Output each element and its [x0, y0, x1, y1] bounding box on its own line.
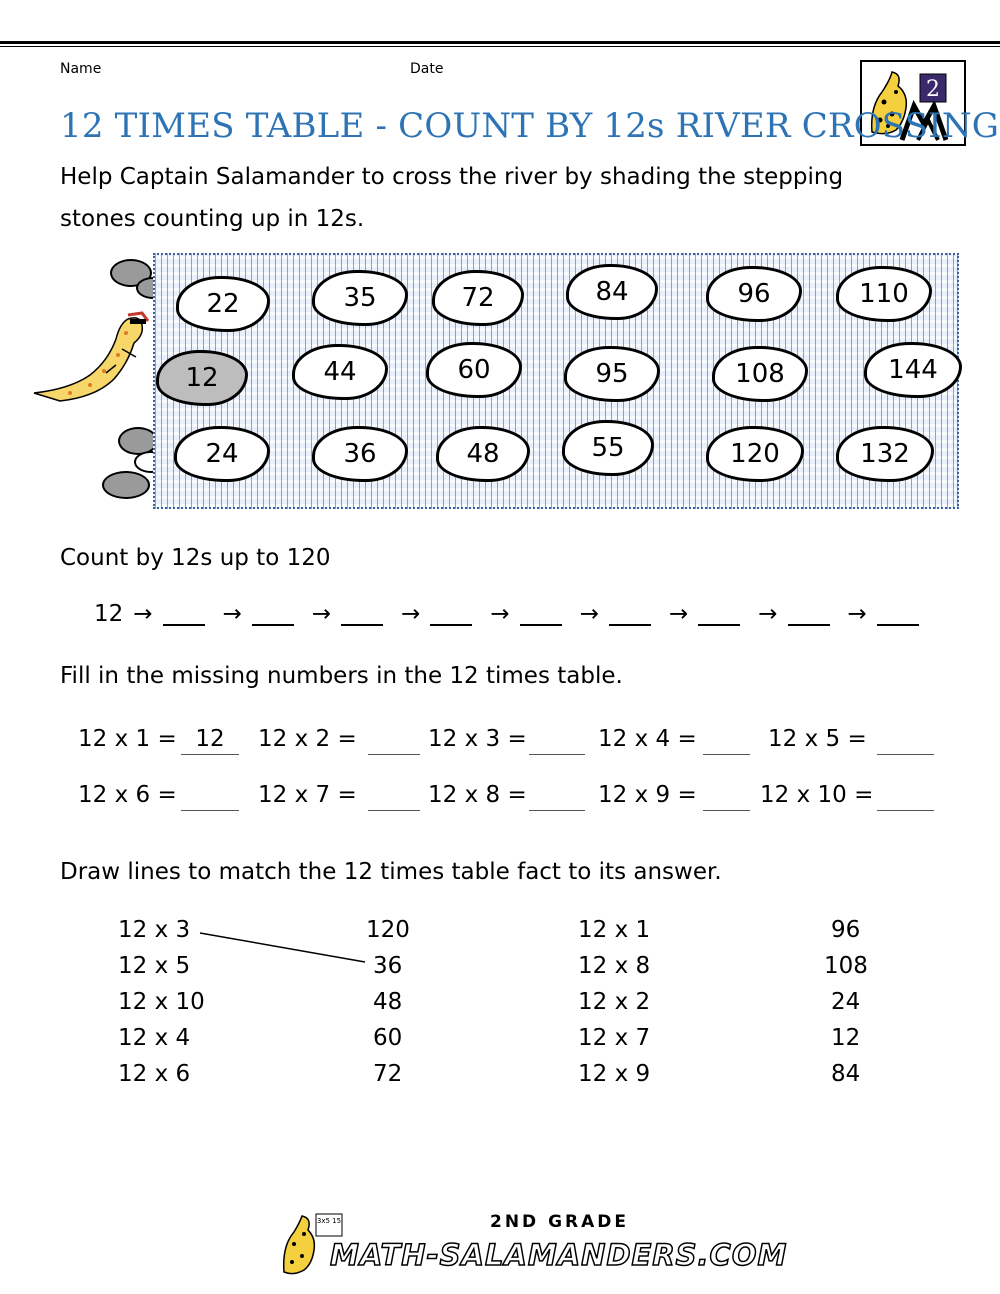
match-answer[interactable]: 84 [831, 1061, 861, 1087]
match-fact[interactable]: 12 x 5 [118, 953, 191, 979]
times-fact: 12 x 8 = [428, 782, 527, 808]
stepping-stone[interactable]: 44 [292, 344, 388, 400]
name-label: Name [60, 61, 102, 77]
match-answer[interactable]: 48 [373, 989, 403, 1015]
match-answer[interactable]: 120 [366, 917, 410, 943]
stepping-stone[interactable]: 96 [706, 266, 802, 322]
match-fact[interactable]: 12 x 10 [118, 989, 205, 1015]
stepping-stone[interactable]: 35 [312, 270, 408, 326]
page-title: 12 TIMES TABLE - COUNT BY 12s RIVER CROSSING [60, 106, 1000, 146]
stepping-stone[interactable]: 110 [836, 266, 932, 322]
match-answer[interactable]: 24 [831, 989, 861, 1015]
stepping-stone[interactable]: 120 [706, 426, 804, 482]
times-fact: 12 x 7 = [258, 782, 357, 808]
intro-text: Help Captain Salamander to cross the river by shading the stepping stones counting up in 12s. [60, 164, 844, 232]
stepping-stone[interactable]: 84 [566, 264, 658, 320]
stepping-stone[interactable]: 95 [564, 346, 660, 402]
match-answer[interactable]: 72 [373, 1061, 403, 1087]
arrow-icon: → [579, 601, 599, 627]
logo-grade-number: 2 [926, 77, 940, 102]
match-answer[interactable]: 36 [373, 953, 403, 979]
arrow-icon: → [758, 601, 778, 627]
times-fact: 12 x 4 = [598, 726, 697, 752]
matching-heading: Draw lines to match the 12 times table fact to its answer. [60, 859, 722, 885]
date-label: Date [410, 61, 444, 77]
arrow-icon: → [490, 601, 510, 627]
stepping-stone[interactable]: 60 [426, 342, 522, 398]
times-fact: 12 x 9 = [598, 782, 697, 808]
stepping-stone[interactable]: 132 [836, 426, 934, 482]
match-fact[interactable]: 12 x 4 [118, 1025, 191, 1051]
match-fact[interactable]: 12 x 9 [578, 1061, 651, 1087]
match-fact[interactable]: 12 x 3 [118, 917, 191, 943]
arrow-icon: → [222, 601, 242, 627]
match-fact[interactable]: 12 x 6 [118, 1061, 191, 1087]
times-fact: 12 x 5 = [768, 726, 867, 752]
times-fact: 12 x 2 = [258, 726, 357, 752]
match-answer[interactable]: 108 [824, 953, 868, 979]
sequence-start: 12 [94, 601, 124, 627]
arrow-icon: → [133, 601, 153, 627]
footer-site-name: MATH-SALAMANDERS.COM [330, 1238, 788, 1272]
stepping-stone[interactable]: 72 [432, 270, 524, 326]
arrow-icon: → [847, 601, 867, 627]
stepping-stone[interactable]: 24 [174, 426, 270, 482]
footer-logo [278, 1208, 788, 1278]
match-answer[interactable]: 96 [831, 917, 861, 943]
arrow-icon: → [401, 601, 421, 627]
match-fact[interactable]: 12 x 1 [578, 917, 651, 943]
match-fact[interactable]: 12 x 2 [578, 989, 651, 1015]
fill-table-heading: Fill in the missing numbers in the 12 times table. [60, 663, 623, 689]
match-fact[interactable]: 12 x 7 [578, 1025, 651, 1051]
stepping-stone[interactable]: 22 [176, 276, 270, 332]
board-text: 3x5 15 [316, 1217, 342, 1225]
stepping-stone[interactable]: 36 [312, 426, 408, 482]
stepping-stone-shaded[interactable]: 12 [156, 350, 248, 406]
times-fact: 12 x 1 = [78, 726, 177, 752]
stepping-stone[interactable]: 55 [562, 420, 654, 476]
match-answer[interactable]: 12 [831, 1025, 861, 1051]
stepping-stone[interactable]: 144 [864, 342, 962, 398]
times-fact: 12 x 6 = [78, 782, 177, 808]
match-answer[interactable]: 60 [373, 1025, 403, 1051]
match-fact[interactable]: 12 x 8 [578, 953, 651, 979]
arrow-icon: → [311, 601, 332, 627]
arrow-icon: → [668, 601, 689, 627]
stepping-stone[interactable]: 108 [712, 346, 808, 402]
footer-grade: 2ND GRADE [490, 1212, 630, 1232]
times-answer[interactable]: 12 [181, 726, 239, 755]
times-fact: 12 x 10 = [760, 782, 874, 808]
count-heading: Count by 12s up to 120 [60, 545, 331, 571]
stepping-stone[interactable]: 48 [436, 426, 530, 482]
times-fact: 12 x 3 = [428, 726, 527, 752]
